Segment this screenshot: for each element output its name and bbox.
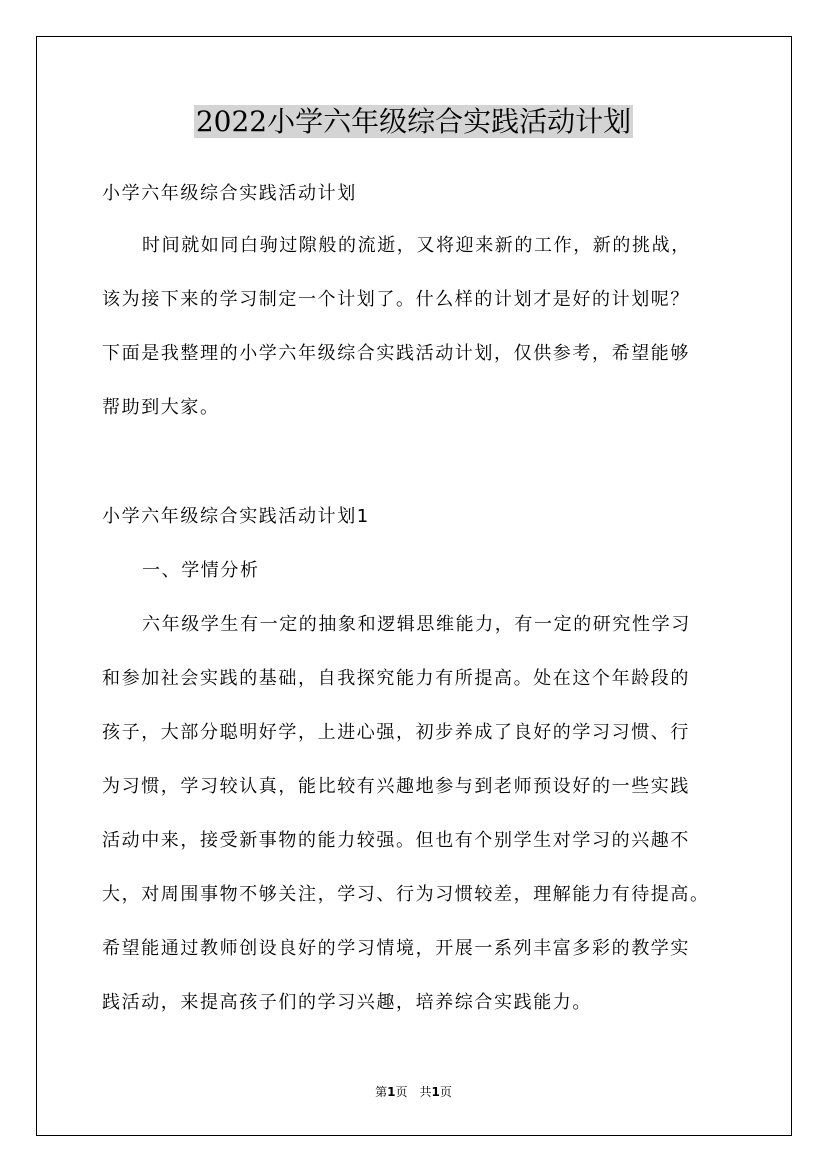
body-line-8: 践活动，来提高孩子们的学习兴趣，培养综合实践能力。 xyxy=(102,992,592,1013)
body-line-6: 大，对周围事物不够关注，学习、行为习惯较差，理解能力有待提高。 xyxy=(102,884,710,905)
document-subtitle: 小学六年级综合实践活动计划 xyxy=(102,183,357,204)
footer-page-prefix: 第 xyxy=(375,1085,388,1099)
page-footer xyxy=(0,1083,827,1100)
section-heading: 一、学情分析 xyxy=(142,560,260,581)
document-title xyxy=(0,102,827,142)
footer-page-current: 1 xyxy=(387,1085,396,1099)
footer-page-suffix: 页 xyxy=(439,1085,452,1099)
footer-page-total: 1 xyxy=(431,1085,440,1099)
body-line-5: 活动中来，接受新事物的能力较强。但也有个别学生对学习的兴趣不 xyxy=(102,830,690,851)
body-line-7: 希望能通过教师创设良好的学习情境，开展一系列丰富多彩的教学实 xyxy=(102,938,690,959)
intro-line-2: 该为接下来的学习制定一个计划了。什么样的计划才是好的计划呢？ xyxy=(102,289,690,310)
footer-page-mid: 页 共 xyxy=(395,1085,432,1099)
body-line-1: 六年级学生有一定的抽象和逻辑思维能力，有一定的研究性学习 xyxy=(142,614,691,635)
intro-line-3: 下面是我整理的小学六年级综合实践活动计划，仅供参考，希望能够 xyxy=(102,343,690,364)
document-title-text: 2022小学六年级综合实践活动计划 xyxy=(195,105,632,138)
body-line-3: 孩子，大部分聪明好学，上进心强，初步养成了良好的学习习惯、行 xyxy=(102,722,690,743)
body-line-4: 为习惯，学习较认真，能比较有兴趣地参与到老师预设好的一些实践 xyxy=(102,776,690,797)
section-title: 小学六年级综合实践活动计划1 xyxy=(102,506,370,527)
intro-line-1: 时间就如同白驹过隙般的流逝，又将迎来新的工作，新的挑战， xyxy=(142,235,691,256)
intro-line-4: 帮助到大家。 xyxy=(102,397,220,418)
body-line-2: 和参加社会实践的基础，自我探究能力有所提高。处在这个年龄段的 xyxy=(102,668,690,689)
